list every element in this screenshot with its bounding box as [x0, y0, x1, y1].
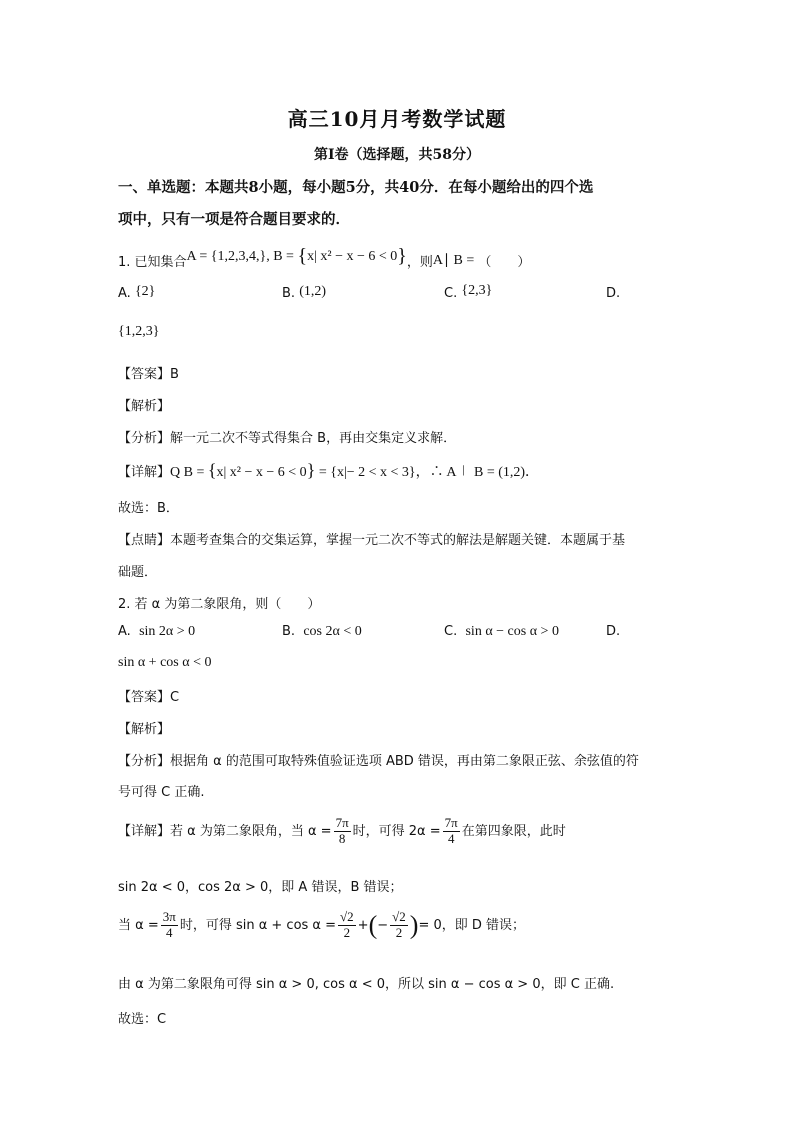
q2-xiangjie-line4: 由 α 为第二象限角可得 sin α > 0, cos α < 0，所以 sin α − cos α > 0，即 C 正确.	[118, 977, 615, 992]
part-subtitle: 第I卷（选择题，共58分）	[313, 147, 481, 163]
q2-xiangjie-line3: 当 α = $\frac{3\pi}{4}$ 时，可得 sin α + cos α = $\frac{√2}{2}$ +(− $\frac{√2}{2}$ )= 0，即 D 错误；	[118, 909, 526, 940]
q1-option-c: C. {2,3}	[444, 283, 493, 301]
fraction-3pi-4: $\frac{3\pi}{4}$	[162, 909, 176, 940]
q2-option-d: sin α + cos α < 0	[118, 655, 212, 670]
q2-fenxi-line2: 号可得 C 正确.	[118, 785, 205, 800]
q2-xiangjie-line2: sin 2α < 0，cos 2α > 0，即 A 错误，B 错误；	[118, 880, 403, 895]
q2-option-d-label: D.	[606, 624, 621, 639]
q1-option-b: B. (1,2)	[282, 284, 327, 301]
q1-stem-suffix: ，则	[406, 255, 433, 270]
q1-set-b: x| x² − x − 6 < 0	[307, 249, 398, 264]
q1-analysis-tag: 【解析】	[118, 399, 171, 414]
fraction-7pi-8: $\frac{7\pi}{8}$	[335, 815, 349, 846]
q2-option-c: C. sin α − cos α > 0	[444, 624, 559, 639]
q1-option-a: A. {2}	[118, 284, 156, 301]
q1-option-d-label: D.	[606, 286, 621, 301]
fraction-sqrt2-2: $\frac{√2}{2}$	[340, 909, 354, 940]
q2-fenxi-line1: 【分析】根据角 α 的范围可取特殊值验证选项 ABD 错误，再由第二象限正弦、余弦值的符	[118, 754, 639, 769]
q2-guxuan: 故选：C	[118, 1012, 167, 1027]
q1-stem: 1. 已知集合A = {1,2,3,4,}, B = {x| x² − x − 6 < 0}，则A∣ B = （ ）	[118, 245, 531, 270]
q1-dianjing-line2: 础题．	[118, 565, 158, 580]
q2-answer: 【答案】C	[118, 690, 180, 705]
q2-stem: 2. 若 α 为第二象限角，则（ ）	[118, 597, 321, 612]
q1-guxuan: 故选：B．	[118, 501, 179, 516]
q1-blank: （ ）	[478, 255, 531, 270]
q1-option-d: {1,2,3}	[118, 324, 160, 339]
q2-xiangjie-line1: 【详解】若 α 为第二象限角，当 α = $\frac{7\pi}{8}$ 时，可得 2α = $\frac{7\pi}{4}$ 在第四象限，此时	[118, 815, 566, 846]
q1-xiangjie: 【详解】Q B = {x| x² − x − 6 < 0} = {x|− 2 < x < 3}，∴ A∣ B = (1,2)．	[118, 460, 540, 480]
q2-analysis-tag: 【解析】	[118, 722, 171, 737]
section-heading-line2: 项中，只有一项是符合题目要求的．	[118, 211, 350, 228]
q1-dianjing-line1: 【点睛】本题考查集合的交集运算，掌握一元二次不等式的解法是解题关键．本题属于基	[118, 533, 626, 548]
fraction-7pi-4: $\frac{7\pi}{4}$	[444, 815, 458, 846]
q1-answer: 【答案】B	[118, 367, 179, 382]
q1-stem-expr: A∣ B =	[432, 253, 475, 268]
q2-option-a: A. sin 2α > 0	[118, 624, 196, 639]
q1-set-a: A = {1,2,3,4,}, B =	[186, 249, 298, 264]
page-title: 高三10月月考数学试题	[287, 107, 507, 131]
q1-fenxi: 【分析】解一元二次不等式得集合 B，再由交集定义求解．	[118, 431, 457, 446]
section-heading-line1: 一、单选题：本题共8小题，每小题5分，共40分．在每小题给出的四个选	[118, 179, 594, 196]
fraction-neg-sqrt2-2: $\frac{√2}{2}$	[392, 909, 406, 940]
q1-stem-prefix: 1. 已知集合	[118, 255, 187, 270]
q2-option-b: B. cos 2α < 0	[282, 624, 362, 639]
